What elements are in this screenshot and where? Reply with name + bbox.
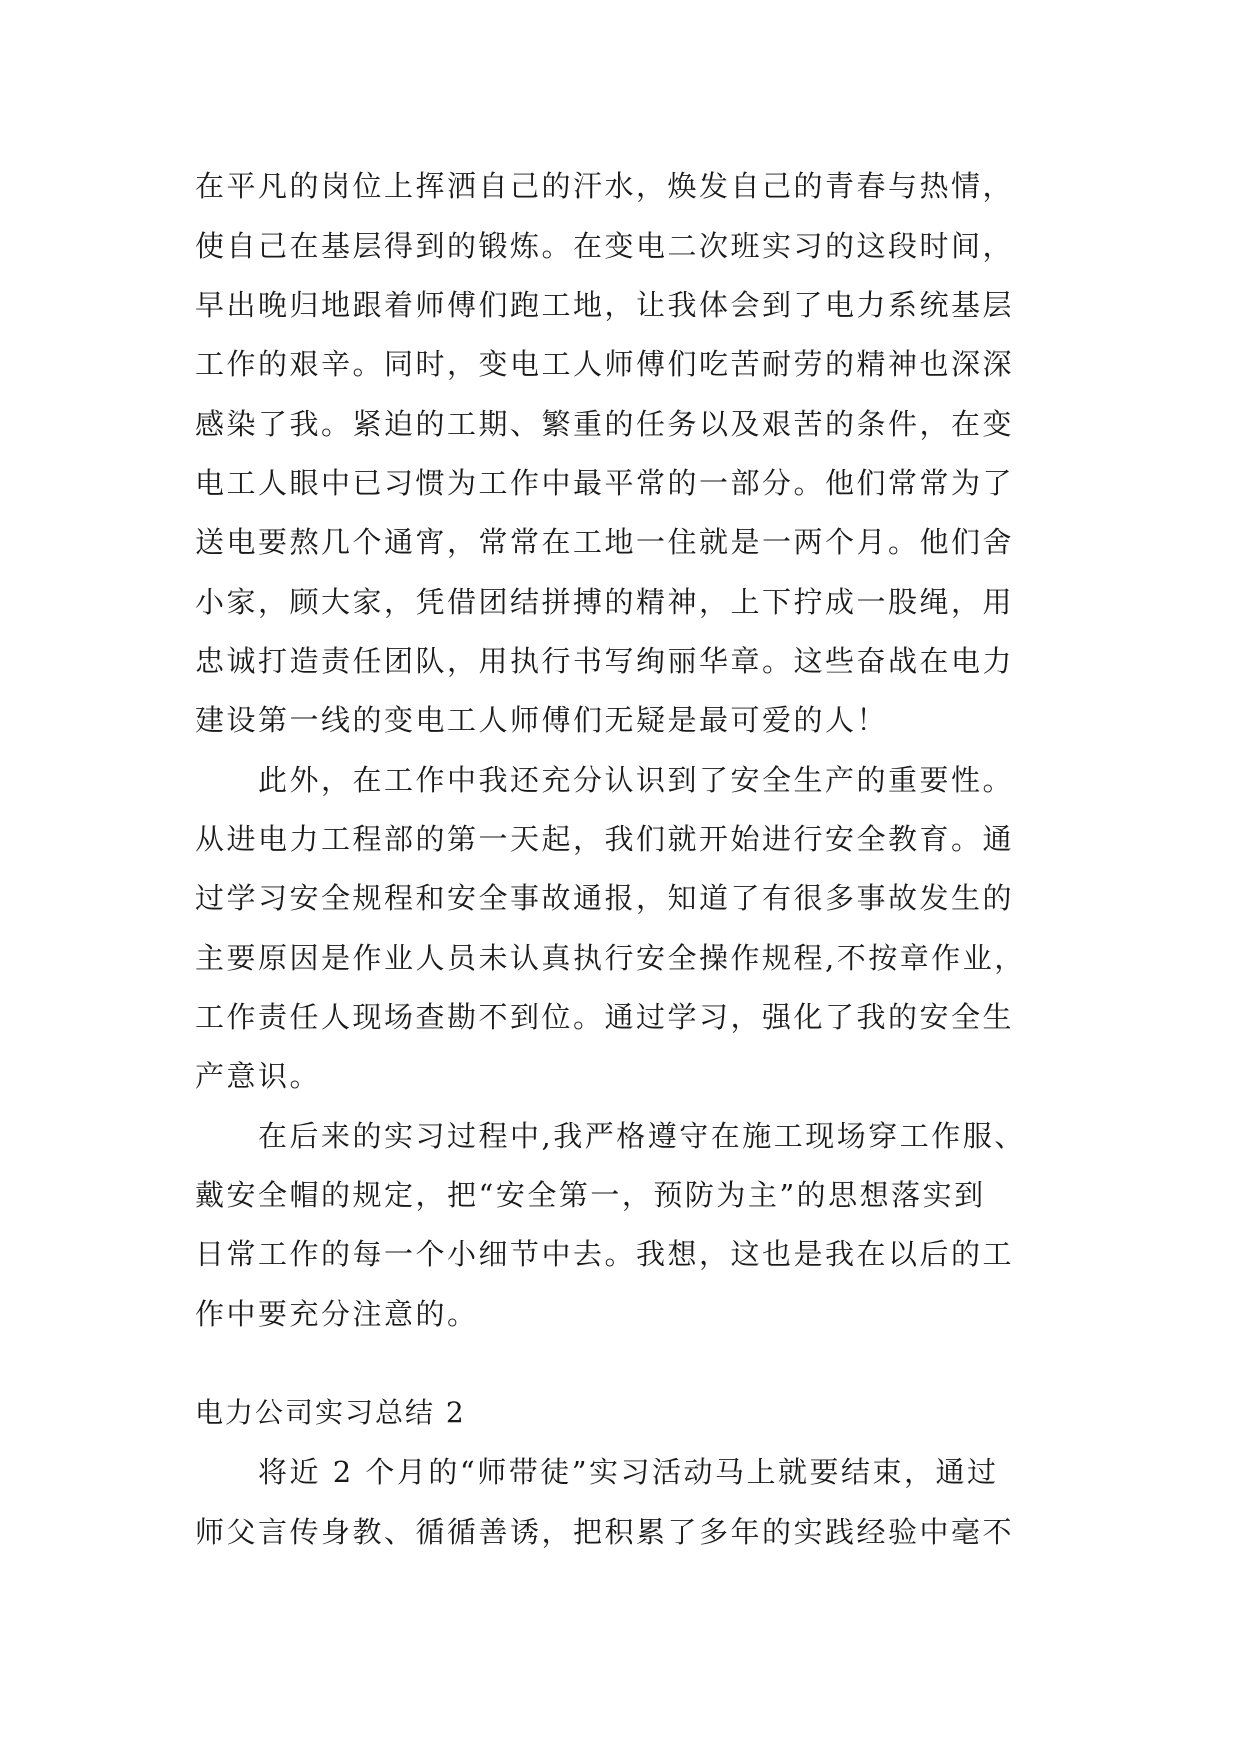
paragraph-line: 电工人眼中已习惯为工作中最平常的一部分。他们常常为了	[195, 466, 1015, 500]
paragraph-line: 送电要熬几个通宵，常常在工地一住就是一两个月。他们舍	[195, 525, 1015, 559]
paragraph-line: 在后来的实习过程中,我严格遵守在施工现场穿工作服、	[258, 1119, 1026, 1153]
paragraph-line: 早出晚归地跟着师傅们跑工地，让我体会到了电力系统基层	[195, 288, 1015, 322]
paragraph-line: 感染了我。紧迫的工期、繁重的任务以及艰苦的条件，在变	[195, 407, 1015, 441]
paragraph-line: 作中要充分注意的。	[195, 1297, 479, 1331]
paragraph-line: 将近 2 个月的“师带徒”实习活动马上就要结束，通过	[258, 1455, 999, 1489]
paragraph-line: 小家，顾大家，凭借团结拼搏的精神，上下拧成一股绳，用	[195, 585, 1015, 619]
paragraph-line: 工作的艰辛。同时，变电工人师傅们吃苦耐劳的精神也深深	[195, 347, 1015, 381]
paragraph-line: 工作责任人现场查勘不到位。通过学习，强化了我的安全生	[195, 1000, 1015, 1034]
paragraph-line: 从进电力工程部的第一天起，我们就开始进行安全教育。通	[195, 822, 1015, 856]
paragraph-line: 忠诚打造责任团队，用执行书写绚丽华章。这些奋战在电力	[195, 644, 1015, 678]
paragraph-line: 产意识。	[195, 1059, 322, 1093]
paragraph-line: 师父言传身教、循循善诱，把积累了多年的实践经验中毫不	[195, 1515, 1015, 1549]
paragraph-line: 主要原因是作业人员未认真执行安全操作规程,不按章作业，	[195, 941, 1026, 975]
paragraph-line: 使自己在基层得到的锻炼。在变电二次班实习的这段时间，	[195, 229, 1015, 263]
paragraph-line: 戴安全帽的规定，把“安全第一，预防为主”的思想落实到	[195, 1178, 986, 1212]
paragraph-line: 此外，在工作中我还充分认识到了安全生产的重要性。	[258, 763, 1015, 797]
paragraph-line: 日常工作的每一个小细节中去。我想，这也是我在以后的工	[195, 1237, 1015, 1271]
section-title: 电力公司实习总结 2	[195, 1396, 466, 1429]
paragraph-line: 建设第一线的变电工人师傅们无疑是最可爱的人！	[195, 703, 889, 737]
paragraph-line: 过学习安全规程和安全事故通报，知道了有很多事故发生的	[195, 881, 1015, 915]
paragraph-line: 在平凡的岗位上挥洒自己的汗水，焕发自己的青春与热情，	[195, 169, 1015, 203]
